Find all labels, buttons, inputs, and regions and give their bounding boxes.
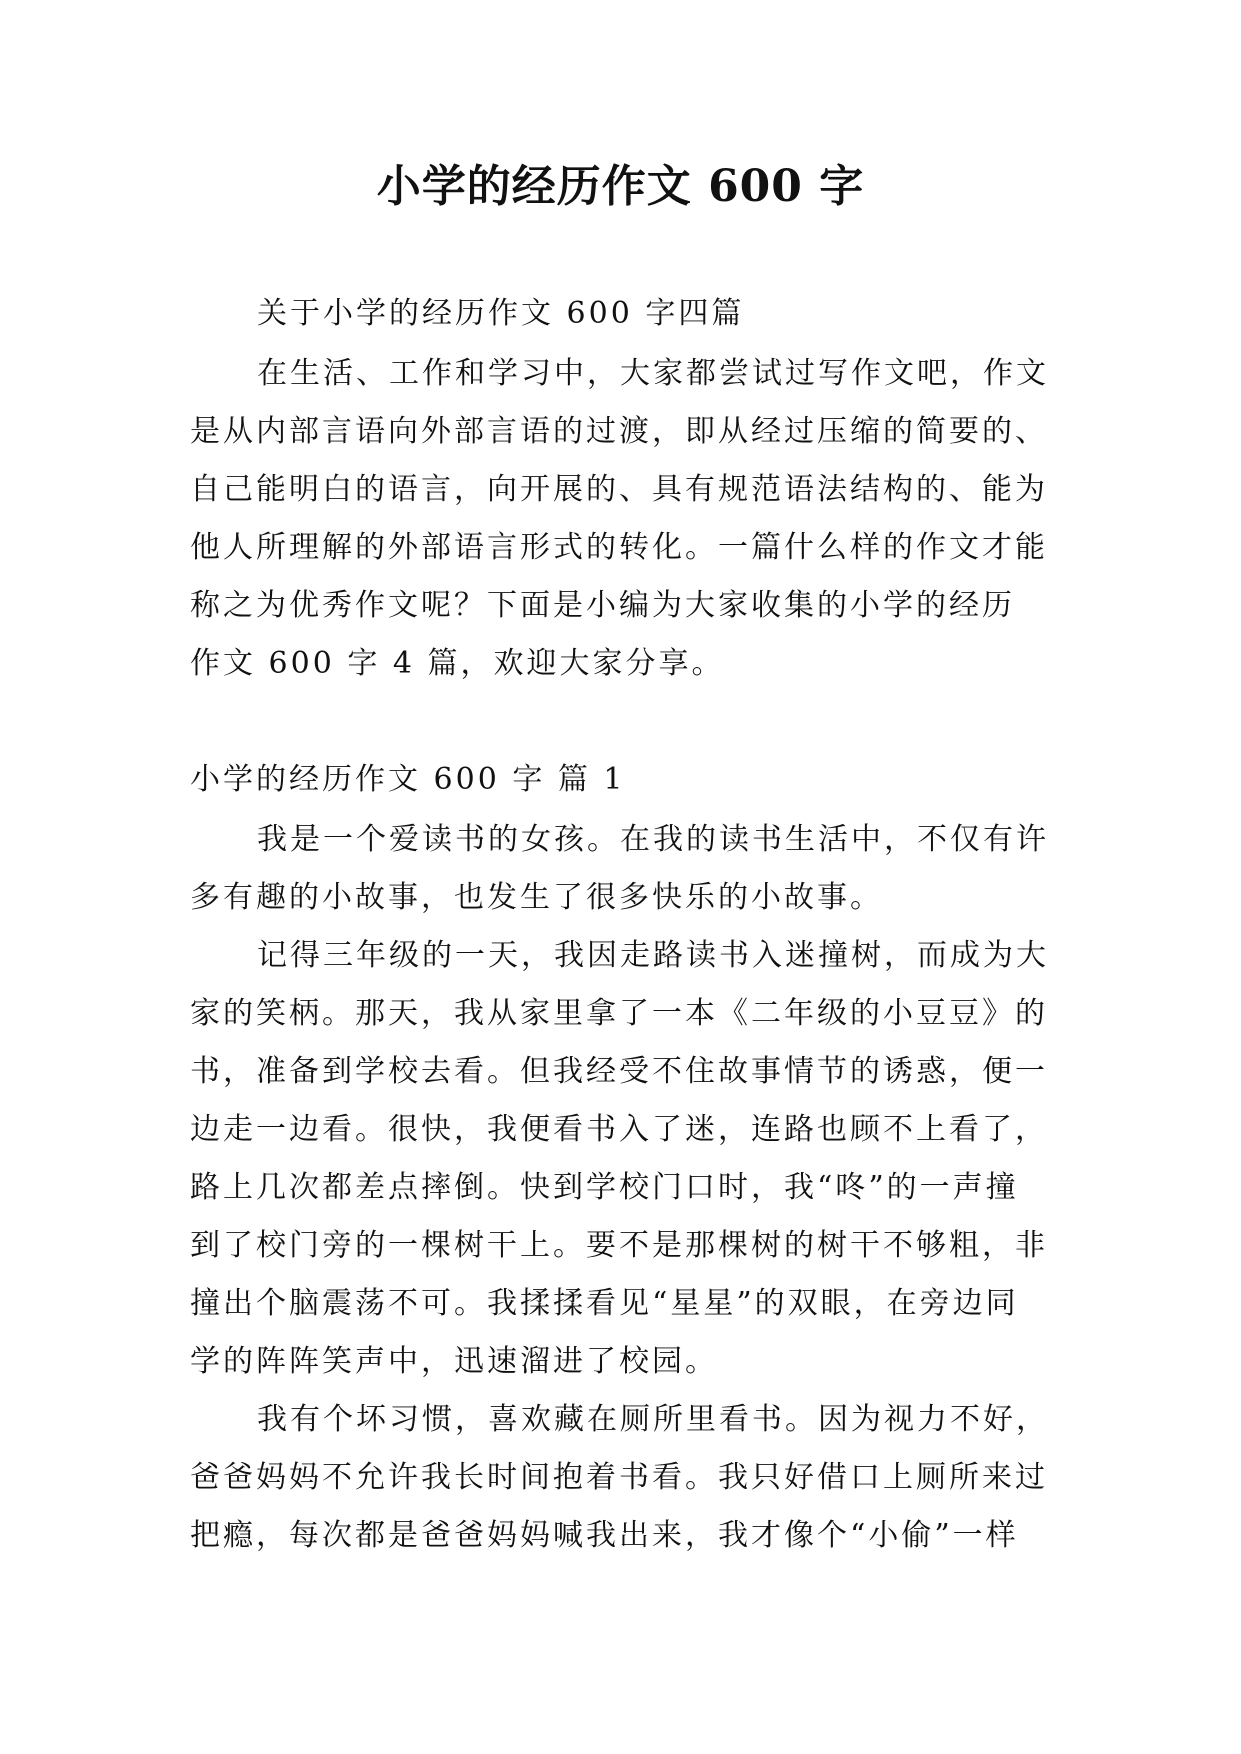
section-heading: 小学的经历作文 600 字 篇 1 [190, 762, 626, 797]
subtitle-line: 关于小学的经历作文 600 字四篇 [257, 296, 745, 331]
paragraph-line: 学的阵阵笑声中，迅速溜进了校园。 [190, 1344, 718, 1379]
paragraph-line: 我是一个爱读书的女孩。在我的读书生活中，不仅有许 [257, 822, 1049, 857]
paragraph-line: 路上几次都差点摔倒。快到学校门口时，我“咚”的一声撞 [190, 1170, 1019, 1205]
paragraph-line: 自己能明白的语言，向开展的、具有规范语法结构的、能为 [190, 472, 1048, 507]
paragraph-line: 我有个坏习惯，喜欢藏在厕所里看书。因为视力不好， [257, 1402, 1049, 1437]
paragraph-line: 作文 600 字 4 篇，欢迎大家分享。 [190, 646, 725, 681]
paragraph-line: 撞出个脑震荡不可。我揉揉看见“星星”的双眼，在旁边同 [190, 1286, 1019, 1321]
document-title: 小学的经历作文 600 字 [376, 161, 865, 212]
paragraph-line: 他人所理解的外部语言形式的转化。一篇什么样的作文才能 [190, 530, 1048, 565]
paragraph-line: 书，准备到学校去看。但我经受不住故事情节的诱惑，便一 [190, 1054, 1048, 1089]
paragraph-line: 边走一边看。很快，我便看书入了迷，连路也顾不上看了， [190, 1112, 1048, 1147]
paragraph-line: 多有趣的小故事，也发生了很多快乐的小故事。 [190, 880, 883, 915]
paragraph-line: 爸爸妈妈不允许我长时间抱着书看。我只好借口上厕所来过 [190, 1460, 1048, 1495]
paragraph-line: 是从内部言语向外部言语的过渡，即从经过压缩的简要的、 [190, 414, 1048, 449]
paragraph-line: 把瘾，每次都是爸爸妈妈喊我出来，我才像个“小偷”一样 [190, 1518, 1019, 1553]
paragraph-line: 家的笑柄。那天，我从家里拿了一本《二年级的小豆豆》的 [190, 996, 1048, 1031]
paragraph-line: 记得三年级的一天，我因走路读书入迷撞树，而成为大 [257, 938, 1049, 973]
paragraph-line: 到了校门旁的一棵树干上。要不是那棵树的树干不够粗，非 [190, 1228, 1048, 1263]
paragraph-line: 称之为优秀作文呢？下面是小编为大家收集的小学的经历 [190, 588, 1015, 623]
paragraph-line: 在生活、工作和学习中，大家都尝试过写作文吧，作文 [257, 356, 1049, 391]
